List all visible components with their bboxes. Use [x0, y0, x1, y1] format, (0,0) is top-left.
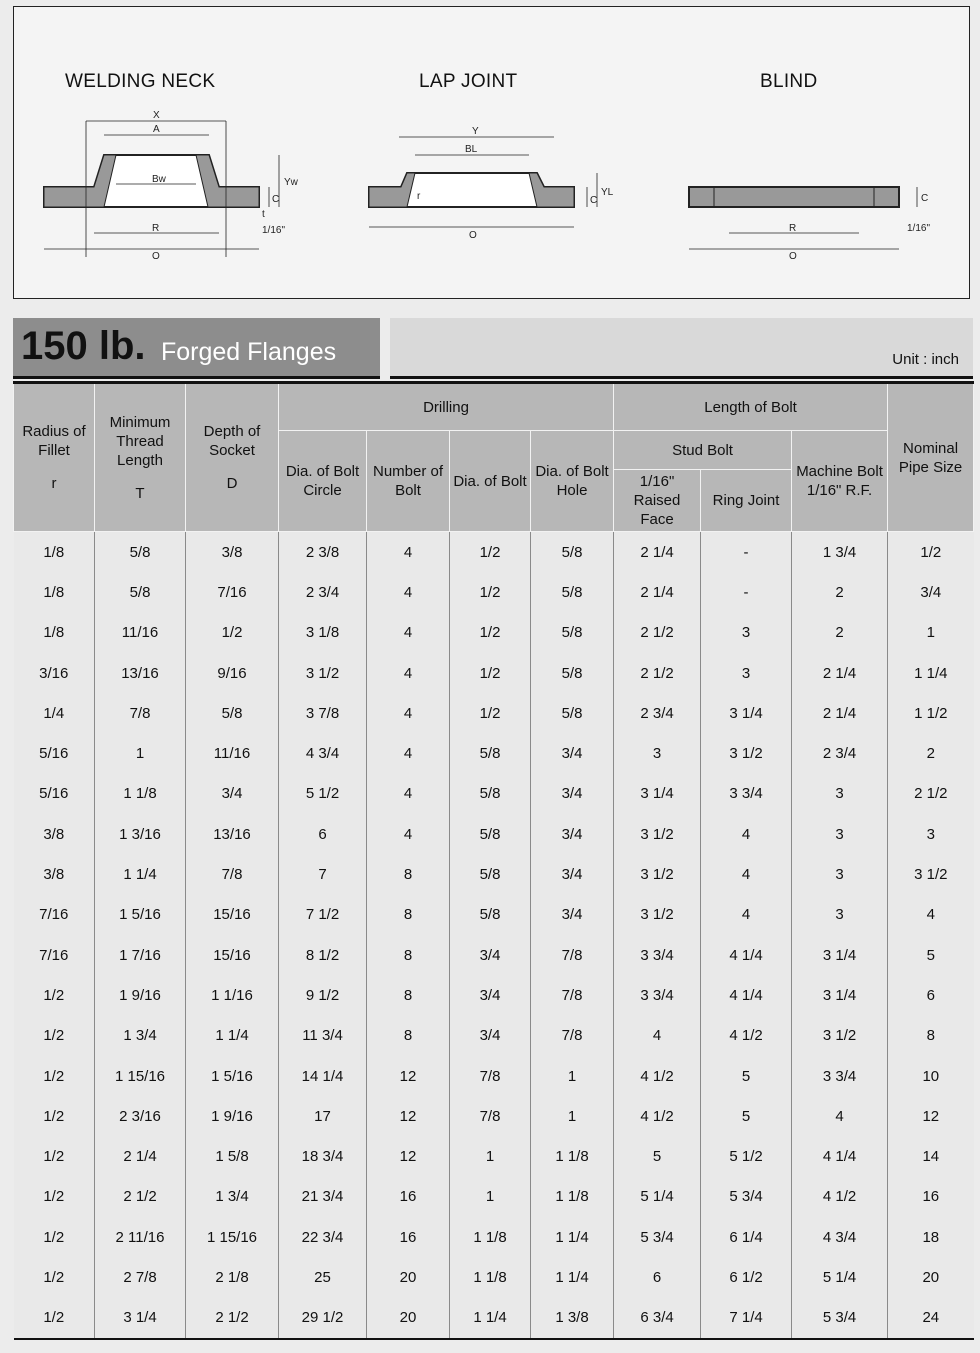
cell-socket-depth: 1 15/16 — [186, 1217, 279, 1257]
heading-right-block — [390, 318, 973, 379]
cell-bolt-hole: 3/4 — [531, 774, 614, 814]
cell-nominal-size: 3 — [888, 814, 974, 854]
cell-machine-bolt-length: 3 3/4 — [792, 1056, 888, 1096]
cell-nominal-size: 4 — [888, 895, 974, 935]
cell-socket-depth: 7/8 — [186, 854, 279, 894]
label-r: R — [789, 223, 797, 234]
table-row — [14, 895, 974, 935]
cell-bolt-dia: 1 — [450, 1177, 531, 1217]
cell-bolt-count: 8 — [367, 935, 450, 975]
cell-nominal-size: 1 — [888, 613, 974, 653]
unit-label: Unit : inch — [892, 351, 959, 368]
cell-machine-bolt-length: 2 1/4 — [792, 653, 888, 693]
cell-bolt-hole: 7/8 — [531, 975, 614, 1015]
cell-nominal-size: 20 — [888, 1257, 974, 1297]
diagram-panel — [13, 6, 970, 299]
cell-bolt-dia: 3/4 — [450, 1016, 531, 1056]
cell-bolt-count: 12 — [367, 1056, 450, 1096]
cell-bolt-count: 20 — [367, 1257, 450, 1297]
cell-bolt-hole: 3/4 — [531, 733, 614, 773]
cell-machine-bolt-length: 4 3/4 — [792, 1217, 888, 1257]
label-t: t — [262, 209, 265, 220]
cell-raised-face-length: 3 3/4 — [614, 975, 701, 1015]
cell-socket-depth: 1 9/16 — [186, 1096, 279, 1136]
cell-bolt-circle: 3 1/2 — [279, 653, 367, 693]
cell-radius: 3/8 — [14, 814, 95, 854]
cell-raised-face-length: 2 1/2 — [614, 613, 701, 653]
cell-bolt-dia: 5/8 — [450, 814, 531, 854]
cell-thread-length: 2 11/16 — [95, 1217, 186, 1257]
cell-raised-face-length: 6 3/4 — [614, 1298, 701, 1339]
cell-ring-joint-length: 4 — [701, 895, 792, 935]
header-dia-bolt-circle: Dia. of Bolt Circle — [279, 431, 367, 532]
cell-radius: 1/8 — [14, 613, 95, 653]
cell-bolt-circle: 2 3/4 — [279, 572, 367, 612]
header-raised-face: 1/16" Raised Face — [614, 470, 701, 532]
cell-radius: 1/2 — [14, 1096, 95, 1136]
cell-machine-bolt-length: 4 1/2 — [792, 1177, 888, 1217]
cell-bolt-circle: 6 — [279, 814, 367, 854]
product-name: Forged Flanges — [161, 338, 337, 366]
cell-nominal-size: 12 — [888, 1096, 974, 1136]
cell-machine-bolt-length: 2 — [792, 572, 888, 612]
table-row — [14, 1298, 974, 1339]
cell-ring-joint-length: 6 1/2 — [701, 1257, 792, 1297]
cell-radius: 1/2 — [14, 1136, 95, 1176]
cell-radius: 1/2 — [14, 1217, 95, 1257]
cell-raised-face-length: 3 1/2 — [614, 854, 701, 894]
cell-thread-length: 1 7/16 — [95, 935, 186, 975]
welding-neck-drawing — [34, 107, 334, 267]
table-row — [14, 1096, 974, 1136]
cell-thread-length: 1 15/16 — [95, 1056, 186, 1096]
cell-raised-face-length: 3 — [614, 733, 701, 773]
cell-bolt-hole: 1 1/4 — [531, 1257, 614, 1297]
label-c: C — [921, 193, 929, 204]
cell-ring-joint-length: 3 — [701, 613, 792, 653]
header-dia-of-bolt: Dia. of Bolt — [450, 431, 531, 532]
cell-bolt-circle: 2 3/8 — [279, 532, 367, 573]
cell-socket-depth: 3/8 — [186, 532, 279, 573]
cell-raised-face-length: 5 — [614, 1136, 701, 1176]
cell-socket-depth: 1 1/16 — [186, 975, 279, 1015]
pressure-rating: 150 lb. — [21, 324, 146, 368]
cell-bolt-circle: 3 7/8 — [279, 693, 367, 733]
cell-ring-joint-length: 5 3/4 — [701, 1177, 792, 1217]
cell-machine-bolt-length: 4 — [792, 1096, 888, 1136]
cell-bolt-count: 4 — [367, 693, 450, 733]
label-o: O — [789, 251, 797, 262]
cell-machine-bolt-length: 3 — [792, 895, 888, 935]
cell-thread-length: 1 1/8 — [95, 774, 186, 814]
cell-bolt-circle: 17 — [279, 1096, 367, 1136]
cell-bolt-hole: 1 3/8 — [531, 1298, 614, 1339]
cell-socket-depth: 3/4 — [186, 774, 279, 814]
cell-bolt-circle: 21 3/4 — [279, 1177, 367, 1217]
label-r: R — [152, 223, 160, 234]
cell-raised-face-length: 2 1/4 — [614, 532, 701, 573]
cell-ring-joint-length: - — [701, 532, 792, 573]
header-socket-depth: Depth of Socket D — [186, 383, 279, 532]
cell-thread-length: 1 1/4 — [95, 854, 186, 894]
welding-neck-title: WELDING NECK — [65, 71, 216, 92]
cell-socket-depth: 1 5/8 — [186, 1136, 279, 1176]
cell-bolt-circle: 7 — [279, 854, 367, 894]
label-bw: Bw — [152, 174, 166, 185]
cell-radius: 7/16 — [14, 935, 95, 975]
cell-bolt-circle: 3 1/8 — [279, 613, 367, 653]
cell-ring-joint-length: 3 — [701, 653, 792, 693]
cell-bolt-hole: 3/4 — [531, 814, 614, 854]
cell-nominal-size: 1/2 — [888, 532, 974, 573]
cell-ring-joint-length: 6 1/4 — [701, 1217, 792, 1257]
heading-left-block — [13, 318, 380, 379]
cell-bolt-hole: 3/4 — [531, 895, 614, 935]
cell-raised-face-length: 5 1/4 — [614, 1177, 701, 1217]
cell-bolt-count: 8 — [367, 895, 450, 935]
cell-thread-length: 7/8 — [95, 693, 186, 733]
label-y: Y — [472, 126, 479, 137]
cell-socket-depth: 1 5/16 — [186, 1056, 279, 1096]
cell-nominal-size: 3 1/2 — [888, 854, 974, 894]
cell-thread-length: 13/16 — [95, 653, 186, 693]
cell-raised-face-length: 6 — [614, 1257, 701, 1297]
cell-socket-depth: 9/16 — [186, 653, 279, 693]
cell-machine-bolt-length: 5 3/4 — [792, 1298, 888, 1339]
cell-machine-bolt-length: 3 — [792, 774, 888, 814]
cell-radius: 1/8 — [14, 532, 95, 573]
table-row — [14, 1257, 974, 1297]
cell-bolt-count: 4 — [367, 733, 450, 773]
cell-bolt-circle: 8 1/2 — [279, 935, 367, 975]
header-ring-joint: Ring Joint — [701, 470, 792, 532]
table-row — [14, 1136, 974, 1176]
cell-radius: 1/2 — [14, 1177, 95, 1217]
header-number-of-bolt: Number of Bolt — [367, 431, 450, 532]
cell-thread-length: 1 — [95, 733, 186, 773]
header-machine-bolt: Machine Bolt 1/16" R.F. — [792, 431, 888, 532]
cell-nominal-size: 18 — [888, 1217, 974, 1257]
table-row — [14, 975, 974, 1015]
cell-bolt-circle: 18 3/4 — [279, 1136, 367, 1176]
cell-nominal-size: 14 — [888, 1136, 974, 1176]
cell-ring-joint-length: 5 1/2 — [701, 1136, 792, 1176]
cell-radius: 3/8 — [14, 854, 95, 894]
cell-bolt-count: 8 — [367, 1016, 450, 1056]
cell-ring-joint-length: 3 1/2 — [701, 733, 792, 773]
cell-nominal-size: 2 — [888, 733, 974, 773]
table-row — [14, 653, 974, 693]
cell-bolt-hole: 7/8 — [531, 935, 614, 975]
cell-bolt-dia: 1 1/8 — [450, 1217, 531, 1257]
cell-machine-bolt-length: 3 — [792, 854, 888, 894]
table-row — [14, 814, 974, 854]
cell-bolt-hole: 5/8 — [531, 693, 614, 733]
cell-socket-depth: 2 1/8 — [186, 1257, 279, 1297]
label-a: A — [153, 124, 160, 135]
cell-radius: 5/16 — [14, 733, 95, 773]
cell-bolt-count: 4 — [367, 613, 450, 653]
table-row — [14, 613, 974, 653]
cell-raised-face-length: 4 1/2 — [614, 1096, 701, 1136]
cell-bolt-dia: 7/8 — [450, 1096, 531, 1136]
cell-thread-length: 1 9/16 — [95, 975, 186, 1015]
label-o: O — [469, 230, 477, 241]
cell-ring-joint-length: 3 1/4 — [701, 693, 792, 733]
cell-ring-joint-length: 4 — [701, 814, 792, 854]
cell-radius: 1/2 — [14, 1257, 95, 1297]
cell-ring-joint-length: 4 — [701, 854, 792, 894]
lap-joint-drawing — [359, 107, 639, 267]
cell-socket-depth: 1/2 — [186, 613, 279, 653]
cell-ring-joint-length: 5 — [701, 1096, 792, 1136]
table-row — [14, 693, 974, 733]
cell-bolt-count: 4 — [367, 572, 450, 612]
cell-bolt-dia: 1/2 — [450, 653, 531, 693]
header-length-of-bolt: Length of Bolt — [614, 383, 888, 431]
cell-bolt-count: 4 — [367, 774, 450, 814]
cell-bolt-count: 20 — [367, 1298, 450, 1339]
cell-raised-face-length: 3 1/2 — [614, 895, 701, 935]
cell-bolt-hole: 1 — [531, 1056, 614, 1096]
table-row — [14, 774, 974, 814]
blind-title: BLIND — [760, 71, 818, 92]
cell-ring-joint-length: 4 1/2 — [701, 1016, 792, 1056]
cell-radius: 1/2 — [14, 1016, 95, 1056]
header-drilling: Drilling — [279, 383, 614, 431]
cell-bolt-hole: 1 — [531, 1096, 614, 1136]
cell-raised-face-length: 3 1/4 — [614, 774, 701, 814]
blind-drawing — [679, 107, 959, 267]
cell-bolt-count: 16 — [367, 1177, 450, 1217]
cell-bolt-dia: 5/8 — [450, 774, 531, 814]
cell-bolt-count: 16 — [367, 1217, 450, 1257]
table-row — [14, 1177, 974, 1217]
cell-ring-joint-length: 4 1/4 — [701, 975, 792, 1015]
cell-machine-bolt-length: 2 3/4 — [792, 733, 888, 773]
cell-raised-face-length: 3 1/2 — [614, 814, 701, 854]
cell-radius: 5/16 — [14, 774, 95, 814]
cell-bolt-circle: 4 3/4 — [279, 733, 367, 773]
cell-ring-joint-length: - — [701, 572, 792, 612]
cell-radius: 1/2 — [14, 975, 95, 1015]
cell-nominal-size: 1 1/4 — [888, 653, 974, 693]
flange-table — [13, 381, 974, 1340]
cell-radius: 1/4 — [14, 693, 95, 733]
cell-bolt-count: 8 — [367, 975, 450, 1015]
cell-machine-bolt-length: 3 1/2 — [792, 1016, 888, 1056]
table-row — [14, 532, 974, 573]
table-row — [14, 854, 974, 894]
header-stud-bolt: Stud Bolt — [614, 431, 792, 470]
cell-socket-depth: 7/16 — [186, 572, 279, 612]
cell-ring-joint-length: 3 3/4 — [701, 774, 792, 814]
cell-thread-length: 11/16 — [95, 613, 186, 653]
cell-thread-length: 1 3/16 — [95, 814, 186, 854]
label-o: O — [152, 251, 160, 262]
cell-nominal-size: 16 — [888, 1177, 974, 1217]
cell-machine-bolt-length: 1 3/4 — [792, 532, 888, 573]
cell-bolt-hole: 5/8 — [531, 613, 614, 653]
cell-bolt-hole: 1 1/4 — [531, 1217, 614, 1257]
cell-nominal-size: 8 — [888, 1016, 974, 1056]
cell-raised-face-length: 2 3/4 — [614, 693, 701, 733]
cell-socket-depth: 1 3/4 — [186, 1177, 279, 1217]
table-row — [14, 1016, 974, 1056]
cell-socket-depth: 15/16 — [186, 935, 279, 975]
table-row — [14, 1056, 974, 1096]
cell-bolt-dia: 5/8 — [450, 895, 531, 935]
cell-bolt-circle: 22 3/4 — [279, 1217, 367, 1257]
cell-bolt-hole: 5/8 — [531, 653, 614, 693]
table-row — [14, 733, 974, 773]
cell-thread-length: 5/8 — [95, 532, 186, 573]
cell-machine-bolt-length: 4 1/4 — [792, 1136, 888, 1176]
cell-thread-length: 3 1/4 — [95, 1298, 186, 1339]
cell-bolt-dia: 5/8 — [450, 854, 531, 894]
cell-thread-length: 2 1/2 — [95, 1177, 186, 1217]
cell-nominal-size: 1 1/2 — [888, 693, 974, 733]
cell-socket-depth: 15/16 — [186, 895, 279, 935]
table-row — [14, 1217, 974, 1257]
cell-bolt-dia: 1/2 — [450, 613, 531, 653]
cell-ring-joint-length: 4 1/4 — [701, 935, 792, 975]
cell-nominal-size: 5 — [888, 935, 974, 975]
cell-bolt-dia: 1 1/4 — [450, 1298, 531, 1339]
header-nominal-pipe-size: Nominal Pipe Size — [888, 383, 974, 532]
cell-bolt-circle: 14 1/4 — [279, 1056, 367, 1096]
label-yl: YL — [601, 187, 614, 198]
table-body — [14, 532, 974, 1339]
cell-raised-face-length: 4 — [614, 1016, 701, 1056]
cell-raised-face-length: 2 1/4 — [614, 572, 701, 612]
cell-bolt-dia: 1 — [450, 1136, 531, 1176]
cell-thread-length: 2 1/4 — [95, 1136, 186, 1176]
cell-thread-length: 2 3/16 — [95, 1096, 186, 1136]
cell-bolt-count: 12 — [367, 1136, 450, 1176]
label-r: r — [417, 191, 421, 202]
cell-bolt-hole: 3/4 — [531, 854, 614, 894]
cell-socket-depth: 11/16 — [186, 733, 279, 773]
cell-bolt-hole: 7/8 — [531, 1016, 614, 1056]
cell-nominal-size: 2 1/2 — [888, 774, 974, 814]
cell-ring-joint-length: 5 — [701, 1056, 792, 1096]
cell-bolt-count: 12 — [367, 1096, 450, 1136]
label-sixteenth: 1/16" — [907, 223, 931, 234]
cell-machine-bolt-length: 5 1/4 — [792, 1257, 888, 1297]
cell-bolt-circle: 25 — [279, 1257, 367, 1297]
cell-raised-face-length: 3 3/4 — [614, 935, 701, 975]
cell-bolt-dia: 3/4 — [450, 975, 531, 1015]
cell-bolt-circle: 7 1/2 — [279, 895, 367, 935]
label-c: C — [590, 195, 598, 206]
cell-socket-depth: 5/8 — [186, 693, 279, 733]
cell-bolt-hole: 1 1/8 — [531, 1177, 614, 1217]
label-bl: BL — [465, 144, 478, 155]
table-row — [14, 572, 974, 612]
label-c: C — [272, 194, 280, 205]
cell-thread-length: 1 3/4 — [95, 1016, 186, 1056]
cell-bolt-circle: 11 3/4 — [279, 1016, 367, 1056]
cell-thread-length: 2 7/8 — [95, 1257, 186, 1297]
cell-machine-bolt-length: 3 1/4 — [792, 975, 888, 1015]
cell-bolt-circle: 9 1/2 — [279, 975, 367, 1015]
cell-bolt-count: 4 — [367, 532, 450, 573]
cell-radius: 1/8 — [14, 572, 95, 612]
cell-bolt-hole: 1 1/8 — [531, 1136, 614, 1176]
cell-radius: 7/16 — [14, 895, 95, 935]
cell-socket-depth: 2 1/2 — [186, 1298, 279, 1339]
cell-bolt-hole: 5/8 — [531, 572, 614, 612]
header-thread-length: Minimum Thread Length T — [95, 383, 186, 532]
cell-bolt-dia: 1/2 — [450, 532, 531, 573]
header-dia-bolt-hole: Dia. of Bolt Hole — [531, 431, 614, 532]
cell-machine-bolt-length: 2 1/4 — [792, 693, 888, 733]
lap-joint-title: LAP JOINT — [419, 71, 518, 92]
cell-bolt-dia: 7/8 — [450, 1056, 531, 1096]
cell-bolt-count: 4 — [367, 653, 450, 693]
cell-socket-depth: 13/16 — [186, 814, 279, 854]
cell-nominal-size: 3/4 — [888, 572, 974, 612]
label-sixteenth: 1/16" — [262, 225, 286, 236]
label-yw: Yw — [284, 177, 298, 188]
cell-machine-bolt-length: 3 1/4 — [792, 935, 888, 975]
cell-bolt-count: 8 — [367, 854, 450, 894]
cell-bolt-count: 4 — [367, 814, 450, 854]
cell-ring-joint-length: 7 1/4 — [701, 1298, 792, 1339]
cell-machine-bolt-length: 2 — [792, 613, 888, 653]
cell-thread-length: 1 5/16 — [95, 895, 186, 935]
cell-nominal-size: 24 — [888, 1298, 974, 1339]
cell-radius: 1/2 — [14, 1056, 95, 1096]
label-x: X — [153, 110, 160, 121]
cell-raised-face-length: 4 1/2 — [614, 1056, 701, 1096]
cell-bolt-dia: 3/4 — [450, 935, 531, 975]
cell-bolt-dia: 5/8 — [450, 733, 531, 773]
cell-bolt-circle: 5 1/2 — [279, 774, 367, 814]
cell-bolt-dia: 1/2 — [450, 572, 531, 612]
cell-raised-face-length: 5 3/4 — [614, 1217, 701, 1257]
cell-socket-depth: 1 1/4 — [186, 1016, 279, 1056]
cell-raised-face-length: 2 1/2 — [614, 653, 701, 693]
cell-bolt-dia: 1 1/8 — [450, 1257, 531, 1297]
table-row — [14, 935, 974, 975]
cell-thread-length: 5/8 — [95, 572, 186, 612]
header-radius: Radius of Fillet r — [14, 383, 95, 532]
cell-nominal-size: 6 — [888, 975, 974, 1015]
cell-radius: 3/16 — [14, 653, 95, 693]
section-heading — [13, 318, 973, 380]
cell-bolt-hole: 5/8 — [531, 532, 614, 573]
cell-machine-bolt-length: 3 — [792, 814, 888, 854]
cell-bolt-circle: 29 1/2 — [279, 1298, 367, 1339]
cell-bolt-dia: 1/2 — [450, 693, 531, 733]
cell-nominal-size: 10 — [888, 1056, 974, 1096]
cell-radius: 1/2 — [14, 1298, 95, 1339]
